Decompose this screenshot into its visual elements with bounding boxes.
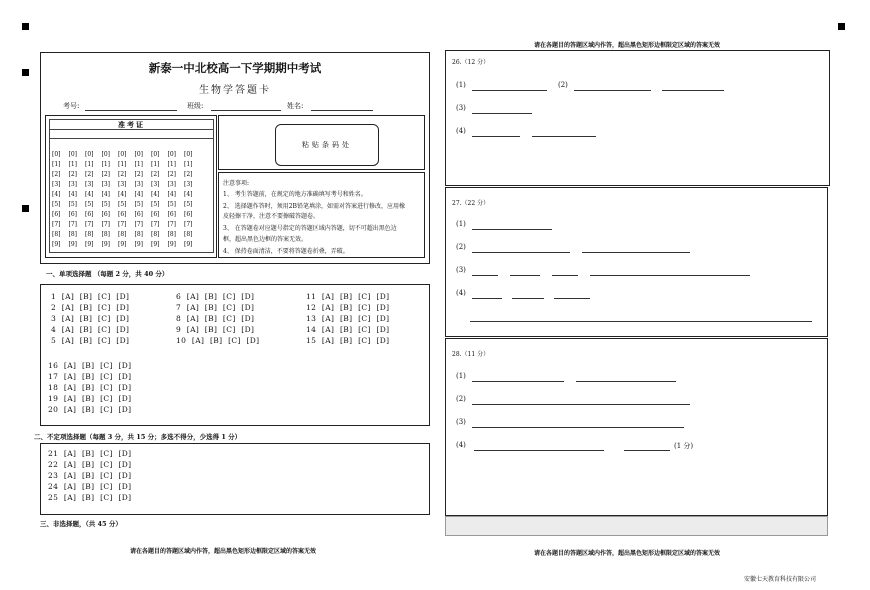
digit-bubble[interactable]: [2]: [134, 171, 143, 178]
digit-bubble[interactable]: [0]: [118, 151, 127, 158]
answer-line[interactable]: [532, 136, 596, 137]
mcq-row[interactable]: 2 [A] [B] [C] [D]: [51, 303, 130, 312]
mcq-row[interactable]: 7 [A] [B] [C] [D]: [176, 303, 255, 312]
mcq-row[interactable]: 17 [A] [B] [C] [D]: [48, 372, 132, 381]
digit-bubble[interactable]: [1]: [52, 161, 61, 168]
barcode-area: [218, 115, 425, 170]
digit-bubble[interactable]: [7]: [68, 221, 77, 228]
q27-label-2: (2): [456, 243, 466, 251]
digit-bubble[interactable]: [3]: [101, 181, 110, 188]
digit-bubble[interactable]: [9]: [184, 241, 193, 248]
digit-bubble[interactable]: [2]: [118, 171, 127, 178]
digit-bubble[interactable]: [2]: [68, 171, 77, 178]
school-title: 新泰一中北校高一下学期期中考试: [148, 61, 322, 75]
digit-bubble[interactable]: [6]: [151, 211, 160, 218]
digit-bubble[interactable]: [3]: [134, 181, 143, 188]
digit-bubble[interactable]: [7]: [184, 221, 193, 228]
answer-line[interactable]: [472, 275, 498, 276]
digit-bubble[interactable]: [8]: [68, 231, 77, 238]
digit-bubble[interactable]: [4]: [68, 191, 77, 198]
digit-bubble[interactable]: [4]: [85, 191, 94, 198]
digit-bubble[interactable]: [9]: [118, 241, 127, 248]
section1-heading: 一、单项选择题 （每题 2 分，共 40 分）: [46, 270, 169, 278]
mcq-row[interactable]: 10 [A] [B] [C] [D]: [176, 336, 260, 345]
answer-line[interactable]: [510, 275, 540, 276]
answer-line[interactable]: [472, 381, 564, 382]
digit-bubble[interactable]: [3]: [118, 181, 127, 188]
mcq-row[interactable]: 8 [A] [B] [C] [D]: [176, 314, 255, 323]
digit-bubble[interactable]: [0]: [85, 151, 94, 158]
digit-row: [52, 211, 201, 228]
mcq-row[interactable]: 13 [A] [B] [C] [D]: [306, 314, 390, 323]
name-label: 姓名:: [287, 102, 304, 110]
digit-bubble[interactable]: [4]: [52, 191, 61, 198]
mcq-row[interactable]: 1 [A] [B] [C] [D]: [51, 292, 130, 301]
exam-no-field[interactable]: [85, 110, 177, 111]
digit-bubble[interactable]: [5]: [68, 201, 77, 208]
digit-bubble[interactable]: [5]: [151, 201, 160, 208]
q28-title: 28.（11 分）: [452, 351, 490, 358]
answer-line[interactable]: [624, 450, 670, 451]
mcq-row[interactable]: 20 [A] [B] [C] [D]: [48, 405, 132, 414]
digit-bubble[interactable]: [6]: [118, 211, 127, 218]
answer-line[interactable]: [472, 90, 547, 91]
mcq-row[interactable]: 19 [A] [B] [C] [D]: [48, 394, 132, 403]
digit-row: [52, 171, 201, 188]
answer-line[interactable]: [512, 298, 544, 299]
mcq-row[interactable]: 5 [A] [B] [C] [D]: [51, 336, 130, 345]
q26-label-3: (3): [456, 104, 466, 112]
digit-bubble[interactable]: [8]: [85, 231, 94, 238]
digit-bubble[interactable]: [6]: [101, 211, 110, 218]
digit-bubble[interactable]: [5]: [134, 201, 143, 208]
digit-bubble[interactable]: [4]: [101, 191, 110, 198]
answer-line[interactable]: [662, 90, 724, 91]
digit-bubble[interactable]: [8]: [52, 231, 61, 238]
note-item: 1、 考生答题前，在规定的地方准确填写考号和姓名。: [223, 191, 367, 198]
digit-bubble[interactable]: [5]: [85, 201, 94, 208]
q27-label-3: (3): [456, 266, 466, 274]
class-label: 班级:: [187, 102, 204, 110]
digit-bubble[interactable]: [0]: [134, 151, 143, 158]
digit-row: [52, 161, 201, 178]
mcq-row[interactable]: 9 [A] [B] [C] [D]: [176, 325, 255, 334]
q28-box: [445, 338, 828, 516]
digit-row: [52, 181, 201, 198]
registration-mark: [22, 69, 29, 76]
digit-bubble[interactable]: [0]: [68, 151, 77, 158]
digit-row: [52, 151, 201, 168]
q27-title: 27.（22 分）: [452, 200, 490, 207]
digit-bubble[interactable]: [1]: [167, 161, 176, 168]
grid-divider: [50, 129, 213, 130]
digit-rows: [52, 141, 201, 248]
subject-title: 生物学答题卡: [199, 85, 271, 96]
note-item: 框，超出黑色边框的答案无效。: [223, 236, 308, 243]
digit-row: [52, 201, 201, 218]
answer-line[interactable]: [472, 229, 552, 230]
digit-bubble[interactable]: [7]: [151, 221, 160, 228]
answer-line[interactable]: [582, 252, 690, 253]
digit-bubble[interactable]: [7]: [101, 221, 110, 228]
q27-label-1: (1): [456, 220, 466, 228]
section2-box: [40, 443, 430, 515]
digit-bubble[interactable]: [1]: [101, 161, 110, 168]
digit-bubble[interactable]: [2]: [52, 171, 61, 178]
answer-line[interactable]: [472, 427, 684, 428]
digit-bubble[interactable]: [3]: [167, 181, 176, 188]
digit-bubble[interactable]: [1]: [85, 161, 94, 168]
right-footer-warning: 请在各题目的答题区域内作答，超出黑色矩形边框限定区域的答案无效: [534, 550, 721, 557]
mcq-row[interactable]: 12 [A] [B] [C] [D]: [306, 303, 390, 312]
exam-no-label: 考号:: [63, 102, 80, 110]
mcq-row[interactable]: 18 [A] [B] [C] [D]: [48, 383, 132, 392]
answer-line[interactable]: [552, 275, 578, 276]
barcode-label: 粘贴条码处: [302, 141, 352, 149]
digit-bubble[interactable]: [6]: [68, 211, 77, 218]
answer-line[interactable]: [470, 321, 812, 322]
mcq-row[interactable]: 22 [A] [B] [C] [D]: [48, 460, 132, 469]
mcq-row[interactable]: 25 [A] [B] [C] [D]: [48, 493, 132, 502]
digit-bubble[interactable]: [6]: [184, 211, 193, 218]
digit-bubble[interactable]: [8]: [151, 231, 160, 238]
digit-bubble[interactable]: [3]: [184, 181, 193, 188]
digit-bubble[interactable]: [4]: [118, 191, 127, 198]
left-footer-warning: 请在各题目的答题区域内作答，超出黑色矩形边框限定区域的答案无效: [130, 548, 317, 555]
digit-bubble[interactable]: [3]: [52, 181, 61, 188]
answer-line[interactable]: [472, 404, 690, 405]
q28-grey-band: [445, 516, 828, 536]
admission-number-grid: [45, 115, 217, 258]
answer-line[interactable]: [472, 298, 502, 299]
digit-bubble[interactable]: [9]: [134, 241, 143, 248]
digit-bubble[interactable]: [6]: [134, 211, 143, 218]
digit-bubble[interactable]: [9]: [68, 241, 77, 248]
section1-box: [40, 284, 430, 426]
q28-label-4: (4): [456, 441, 466, 449]
digit-bubble[interactable]: [9]: [101, 241, 110, 248]
digit-bubble[interactable]: [5]: [52, 201, 61, 208]
answer-line[interactable]: [472, 113, 532, 114]
digit-row: [52, 231, 201, 248]
digit-bubble[interactable]: [7]: [134, 221, 143, 228]
registration-mark: [22, 23, 29, 30]
answer-line[interactable]: [472, 252, 570, 253]
mcq-row[interactable]: 24 [A] [B] [C] [D]: [48, 482, 132, 491]
digit-bubble[interactable]: [8]: [101, 231, 110, 238]
digit-bubble[interactable]: [3]: [68, 181, 77, 188]
digit-bubble[interactable]: [5]: [184, 201, 193, 208]
digit-bubble[interactable]: [2]: [85, 171, 94, 178]
digit-bubble[interactable]: [5]: [118, 201, 127, 208]
answer-line[interactable]: [590, 275, 750, 276]
digit-bubble[interactable]: [9]: [85, 241, 94, 248]
mcq-row[interactable]: 16 [A] [B] [C] [D]: [48, 361, 132, 370]
note-item: 4、 保持卷面清洁，不要将答题卷折叠，弄破。: [223, 248, 349, 255]
digit-bubble[interactable]: [4]: [134, 191, 143, 198]
q26-label-2: (2): [558, 81, 568, 89]
note-item: 2、 选择题作答时，须用2B铅笔填涂，如需对答案进行修改，应用橡: [223, 203, 405, 210]
digit-bubble[interactable]: [0]: [184, 151, 193, 158]
mcq-row[interactable]: 21 [A] [B] [C] [D]: [48, 449, 132, 458]
mcq-row[interactable]: 4 [A] [B] [C] [D]: [51, 325, 130, 334]
digit-bubble[interactable]: [8]: [167, 231, 176, 238]
q27-box: [445, 187, 828, 337]
digit-bubble[interactable]: [6]: [52, 211, 61, 218]
mcq-row[interactable]: 14 [A] [B] [C] [D]: [306, 325, 390, 334]
digit-bubble[interactable]: [0]: [151, 151, 160, 158]
digit-bubble[interactable]: [9]: [167, 241, 176, 248]
digit-bubble[interactable]: [1]: [118, 161, 127, 168]
mcq-row[interactable]: 6 [A] [B] [C] [D]: [176, 292, 255, 301]
digit-bubble[interactable]: [7]: [85, 221, 94, 228]
digit-bubble[interactable]: [7]: [118, 221, 127, 228]
answer-line[interactable]: [472, 136, 520, 137]
answer-line[interactable]: [474, 450, 604, 451]
mcq-row[interactable]: 15 [A] [B] [C] [D]: [306, 336, 390, 345]
digit-row: [52, 221, 201, 238]
digit-bubble[interactable]: [2]: [151, 171, 160, 178]
class-field[interactable]: [211, 110, 281, 111]
digit-bubble[interactable]: [5]: [101, 201, 110, 208]
digit-bubble[interactable]: [1]: [151, 161, 160, 168]
digit-bubble[interactable]: [8]: [118, 231, 127, 238]
digit-bubble[interactable]: [3]: [151, 181, 160, 188]
barcode-sticker-box: [275, 124, 379, 166]
digit-bubble[interactable]: [2]: [101, 171, 110, 178]
section2-heading: 二、不定项选择题（每题 3 分，共 15 分；多选不得分，少选得 1 分）: [34, 433, 242, 441]
q28-label-1: (1): [456, 372, 466, 380]
q26-label-1: (1): [456, 81, 466, 89]
digit-bubble[interactable]: [4]: [167, 191, 176, 198]
publisher-name: 安徽七天教育科技有限公司: [744, 576, 817, 583]
grid-title: 准考证: [118, 120, 145, 129]
digit-bubble[interactable]: [7]: [167, 221, 176, 228]
q26-label-4: (4): [456, 127, 466, 135]
digit-bubble[interactable]: [3]: [85, 181, 94, 188]
digit-bubble[interactable]: [0]: [101, 151, 110, 158]
digit-bubble[interactable]: [9]: [52, 241, 61, 248]
digit-row: [52, 141, 201, 158]
grid-divider: [50, 138, 213, 139]
digit-bubble[interactable]: [1]: [184, 161, 193, 168]
digit-bubble[interactable]: [2]: [184, 171, 193, 178]
digit-bubble[interactable]: [8]: [184, 231, 193, 238]
digit-bubble[interactable]: [1]: [134, 161, 143, 168]
digit-bubble[interactable]: [7]: [52, 221, 61, 228]
registration-mark: [838, 23, 845, 30]
mcq-row[interactable]: 23 [A] [B] [C] [D]: [48, 471, 132, 480]
answer-line[interactable]: [554, 298, 590, 299]
digit-bubble[interactable]: [0]: [52, 151, 61, 158]
digit-bubble[interactable]: [0]: [167, 151, 176, 158]
registration-mark: [22, 205, 29, 212]
note-item: 3、 在答题卷对应题号指定的答题区域内答题，切不可超出黑色边: [223, 225, 397, 232]
digit-bubble[interactable]: [1]: [68, 161, 77, 168]
right-header-warning: 请在各题目的答题区域内作答，超出黑色矩形边框限定区域的答案无效: [534, 42, 721, 49]
q26-box: [445, 50, 830, 186]
digit-bubble[interactable]: [4]: [184, 191, 193, 198]
notes-title: 注意事项:: [223, 180, 250, 187]
q26-title: 26.（12 分）: [452, 59, 490, 66]
digit-row: [52, 191, 201, 208]
mcq-row[interactable]: 3 [A] [B] [C] [D]: [51, 314, 130, 323]
notes-box: [218, 172, 425, 258]
digit-bubble[interactable]: [2]: [167, 171, 176, 178]
section3-heading: 三、非选择题，（共 45 分）: [40, 520, 122, 528]
digit-bubble[interactable]: [6]: [167, 211, 176, 218]
q27-label-4: (4): [456, 289, 466, 297]
note-item: 皮轻擦干净，注意不要擦破答题卷。: [223, 213, 320, 220]
digit-bubble[interactable]: [9]: [151, 241, 160, 248]
mcq-row[interactable]: 11 [A] [B] [C] [D]: [306, 292, 390, 301]
q28-score-note: (1 分): [674, 442, 694, 450]
digit-bubble[interactable]: [8]: [134, 231, 143, 238]
digit-bubble[interactable]: [6]: [85, 211, 94, 218]
q28-label-2: (2): [456, 395, 466, 403]
answer-line[interactable]: [576, 381, 676, 382]
answer-line[interactable]: [574, 90, 651, 91]
grid-inner: [49, 119, 214, 253]
q28-label-3: (3): [456, 418, 466, 426]
name-field[interactable]: [311, 110, 373, 111]
digit-bubble[interactable]: [5]: [167, 201, 176, 208]
digit-bubble[interactable]: [4]: [151, 191, 160, 198]
